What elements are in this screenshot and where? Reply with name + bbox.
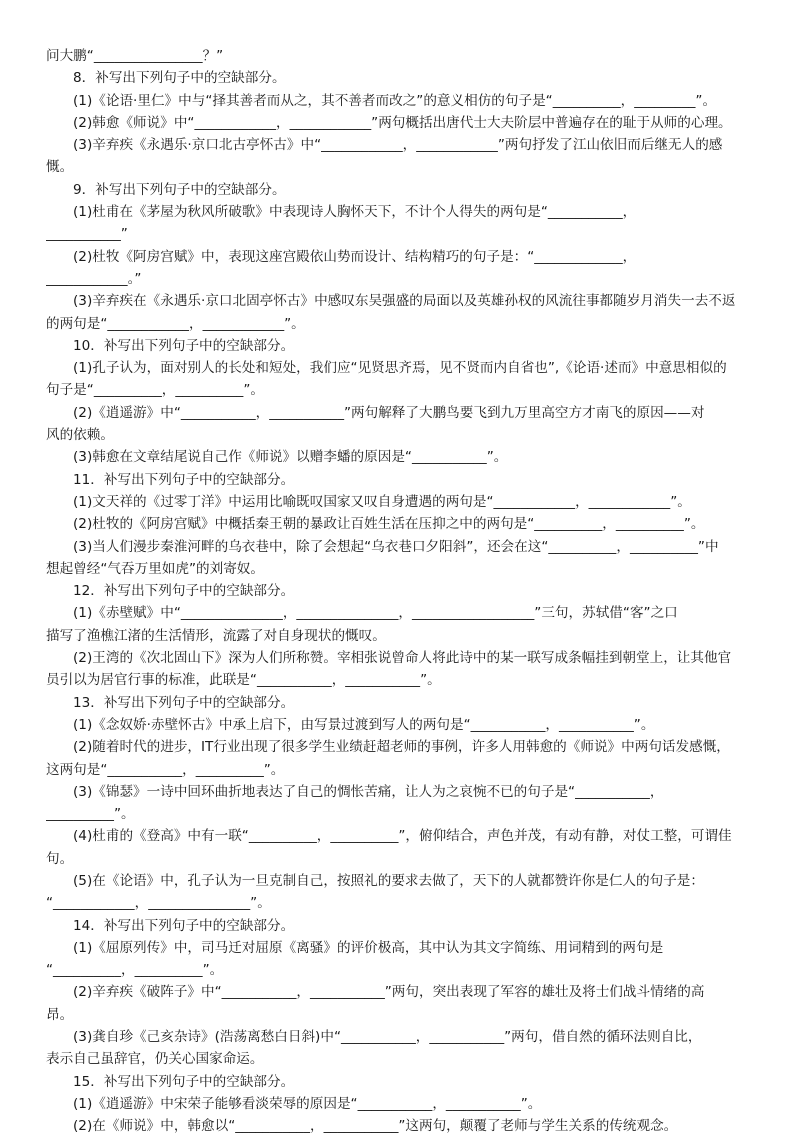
text-line: (1)《屈原列传》中，司马迁对屈原《离骚》的评价极高，其中认为其文字简练、用词精到的两句是 (73, 939, 664, 956)
text-line: ____________。” (46, 270, 142, 287)
text-line: (1)孔子认为，面对别人的长处和短处，我们应“见贤思齐焉，见不贤而内自省也”,《论语·述而》中意思相似的 (73, 360, 727, 377)
text-line: (2)杜牧的《阿房宫赋》中概括秦王朝的暴政让百姓生活在压抑之中的两句是“__________，__________”。 (73, 516, 705, 533)
text-line: 13．补写出下列句子中的空缺部分。 (73, 694, 295, 711)
text-line: (4)杜甫的《登高》中有一联“__________，__________”，俯仰结合，声色并茂，有动有静，对仗工整，可谓佳 (73, 828, 732, 845)
text-line: ___________” (46, 226, 128, 243)
text-line: (2)杜牧《阿房宫赋》中，表现这座宫殿依山势而设计、结构精巧的句子是：“_____________， (73, 248, 637, 265)
text-line: 11．补写出下列句子中的空缺部分。 (73, 471, 295, 488)
text-line: “__________，__________”。 (46, 962, 224, 979)
text-line: (3)当人们漫步秦淮河畔的乌衣巷中，除了会想起“乌衣巷口夕阳斜”，还会在这“__________，__________”中 (73, 538, 719, 555)
text-line: __________”。 (46, 806, 135, 823)
text-line: (2)随着时代的进步，IT行业出现了很多学生业绩赶超老师的事例，许多人用韩愈的《师说》中两句话发感慨， (73, 739, 730, 756)
text-line: (3)《锦瑟》一诗中回环曲折地表达了自己的惆怅苦痛，让人为之哀惋不已的句子是“___________， (73, 783, 664, 800)
text-line: 12．补写出下列句子中的空缺部分。 (73, 583, 295, 600)
text-line: (2)在《师说》中，韩愈以“___________，___________”这两句，颠覆了老师与学生关系的传统观念。 (73, 1118, 678, 1135)
text-line: (1)杜甫在《茅屋为秋风所破歌》中表现诗人胸怀天下，不计个人得失的两句是“___________， (73, 204, 637, 221)
text-line: (3)辛弃疾在《永遇乐·京口北固亭怀古》中感叹东吴强盛的局面以及英雄孙权的风流往事都随岁月消失一去不返 (73, 293, 736, 310)
text-line: 风的依赖。 (46, 427, 114, 444)
text-line: 这两句是“___________，__________”。 (46, 761, 285, 778)
text-line: (1)《赤壁赋》中“_______________，_______________，__________________”三句，苏轼借“客”之口 (73, 605, 678, 622)
text-line: (1)《论语·里仁》中与“择其善者而从之，其不善者而改之”的意义相仿的句子是“__________，_________”。 (73, 92, 717, 109)
text-line: 想起曾经“气吞万里如虎”的刘寄奴。 (46, 560, 264, 577)
text-line: 慨。 (46, 159, 74, 176)
text-line: 表示自己虽辞官，仍关心国家命运。 (46, 1051, 264, 1068)
text-line: (5)在《论语》中，孔子认为一旦克制自己，按照礼的要求去做了，天下的人就都赞许你是仁人的句子是： (73, 872, 704, 889)
text-line: “____________，_______________”。 (46, 895, 271, 912)
text-line: (2)辛弃疾《破阵子》中“___________，___________”两句，突出表现了军容的雄壮及将士们战斗情绪的高 (73, 984, 705, 1001)
text-line: (3)韩愈在文章结尾说自己作《师说》以赠李蟠的原因是“___________”。 (73, 449, 508, 466)
document-body (46, 45, 750, 1138)
text-line: 描写了渔樵江渚的生活情形，流露了对自身现状的慨叹。 (46, 627, 386, 644)
text-line: (3)龚自珍《己亥杂诗》(浩荡离愁白日斜)中“___________，___________”两句，借自然的循环法则自比， (73, 1029, 702, 1046)
text-line: (3)辛弃疾《永遇乐·京口北古亭怀古》中“____________，____________”两句抒发了江山依旧而后继无人的感 (73, 137, 723, 154)
text-line: (1)《逍遥游》中宋荣子能够看淡荣辱的原因是“___________，___________”。 (73, 1095, 542, 1112)
text-line: (2)王湾的《次北固山下》深为人们所称赞。宰相张说曾命人将此诗中的某一联写成条幅挂到朝堂上，让其他官 (73, 650, 732, 667)
text-line: (2)韩愈《师说》中“____________，____________”两句概括出唐代士大夫阶层中普遍存在的耻于从师的心理。 (73, 114, 732, 131)
text-line: 员引以为居官行事的标准，此联是“___________，___________”。 (46, 672, 441, 689)
text-line: 的两句是“____________，____________”。 (46, 315, 305, 332)
text-line: 10．补写出下列句子中的空缺部分。 (73, 337, 295, 354)
text-line: 9．补写出下列句子中的空缺部分。 (73, 181, 286, 198)
text-line: 句。 (46, 850, 74, 867)
text-line: 问大鹏“________________？” (46, 48, 224, 64)
text-line: 14．补写出下列句子中的空缺部分。 (73, 917, 295, 934)
text-line: 15．补写出下列句子中的空缺部分。 (73, 1073, 295, 1090)
text-line: (1)《念奴娇·赤壁怀古》中承上启下，由写景过渡到写人的两句是“___________，___________”。 (73, 716, 655, 733)
text-line: 昂。 (46, 1006, 74, 1023)
text-line: 句子是“__________，__________”。 (46, 382, 264, 399)
text-line: (2)《逍遥游》中“___________，___________”两句解释了大鹏鸟要飞到九万里高空方才南飞的原因——对 (73, 404, 705, 421)
text-line: 8．补写出下列句子中的空缺部分。 (73, 70, 286, 87)
text-line: (1)文天祥的《过零丁洋》中运用比喻既叹国家又叹自身遭遇的两句是“____________，____________”。 (73, 493, 691, 510)
